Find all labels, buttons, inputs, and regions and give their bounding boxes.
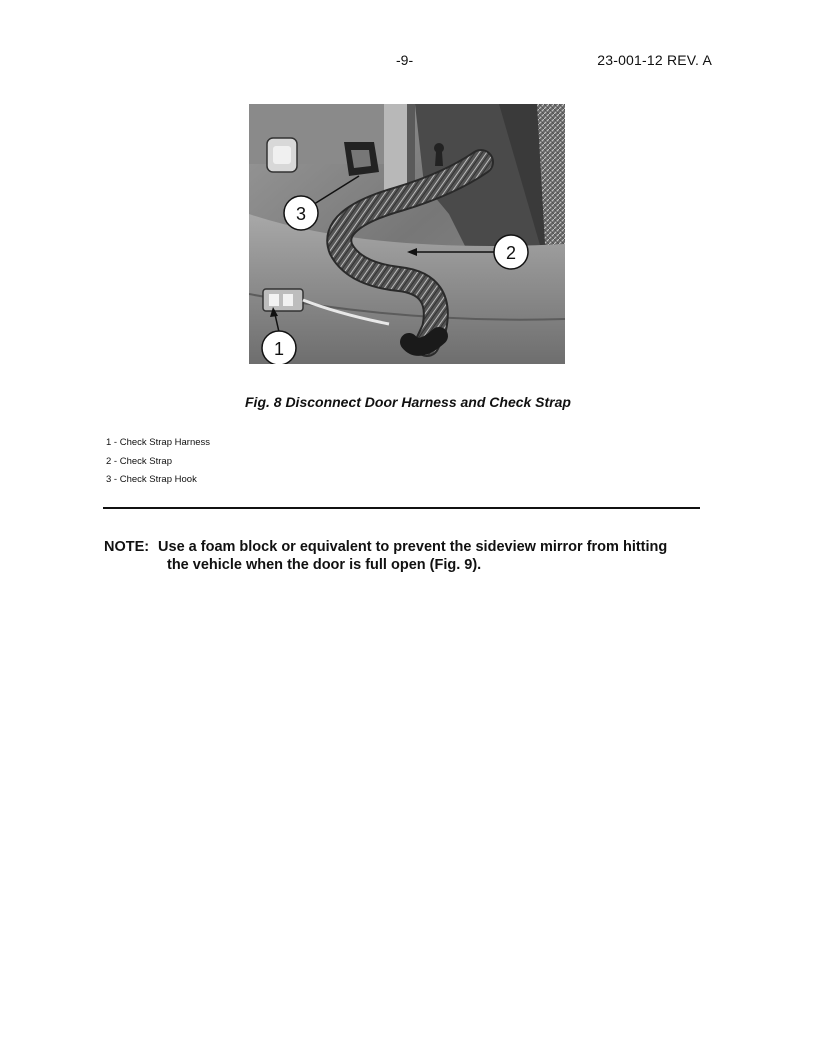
legend-item: 1 - Check Strap Harness (106, 437, 211, 448)
page-number: -9- (396, 52, 414, 68)
section-divider (103, 507, 700, 509)
legend-item: 2 - Check Strap (106, 455, 172, 467)
svg-text:1: 1 (273, 339, 285, 359)
note-text-line-2: the vehicle when the door is full open (Fig. 9). (167, 557, 482, 573)
note-block (104, 538, 724, 574)
callout-2 (494, 235, 528, 269)
document-id: 23-001-12 REV. A (597, 52, 712, 68)
svg-text:3: 3 (295, 204, 307, 224)
callout-3 (284, 196, 318, 230)
callout-1 (262, 331, 296, 364)
svg-text:2: 2 (505, 243, 517, 263)
note-text-line-1: Use a foam block or equivalent to prevent the sideview mirror from hitting (158, 539, 668, 555)
figure-caption: Fig. 8 Disconnect Door Harness and Check Strap (245, 394, 571, 410)
legend-item: 3 - Check Strap Hook (106, 474, 197, 485)
note-label: NOTE: (104, 539, 150, 555)
figure-legend (106, 434, 210, 490)
figure-photo (249, 104, 565, 364)
